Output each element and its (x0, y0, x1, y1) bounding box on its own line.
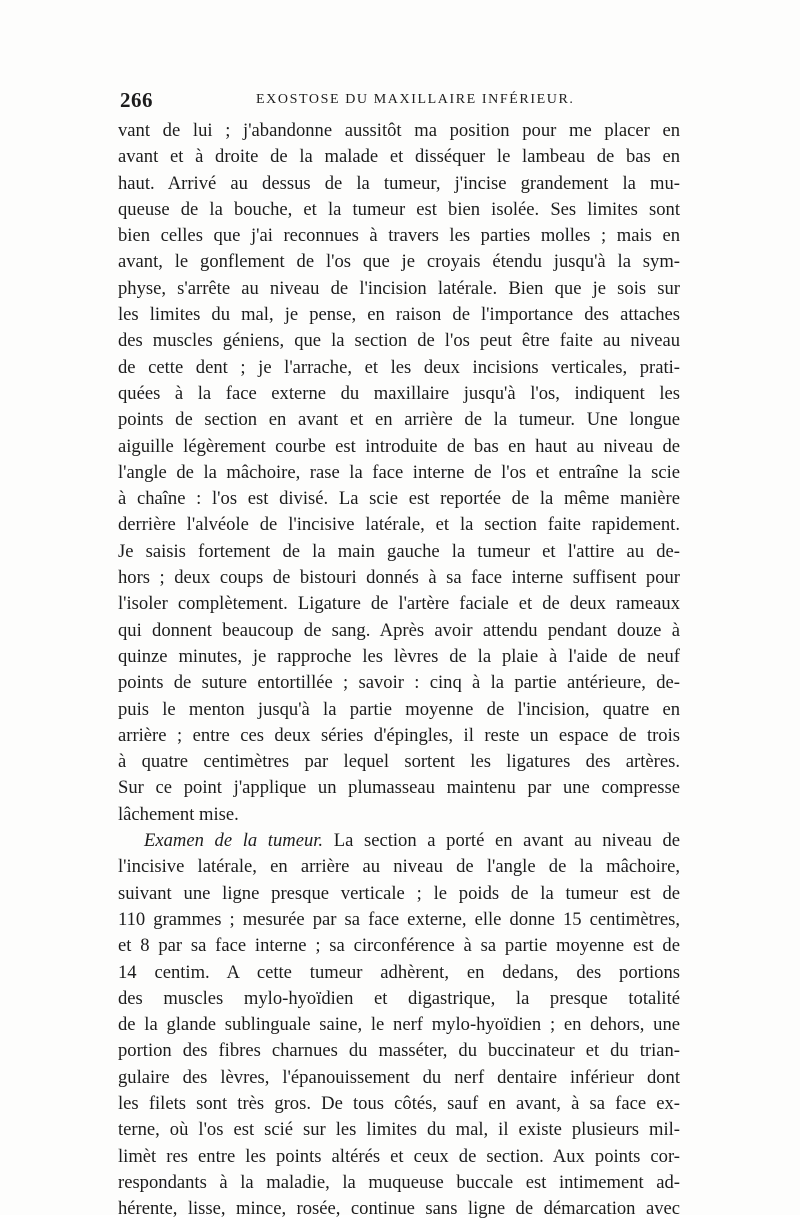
text-line: queuse de la bouche, et la tumeur est bien isolée. Ses limites sont (118, 198, 680, 220)
text-line: à chaîne : l'os est divisé. La scie est reportée de la même manière (118, 488, 680, 510)
text-line: Sur ce point j'applique un plumasseau maintenu par une compresse (118, 777, 680, 799)
text-line: de cette dent ; je l'arrache, et les deux incisions verticales, prati- (118, 356, 680, 378)
text-line: points de section en avant et en arrière de la tumeur. Une longue (118, 409, 680, 431)
body-text (118, 118, 680, 1222)
text-line: gulaire des lèvres, l'épanouissement du nerf dentaire inférieur dont (118, 1066, 680, 1088)
text-line: respondants à la maladie, la muqueuse buccale est intimement ad- (118, 1171, 680, 1193)
text-line: physe, s'arrête au niveau de l'incision latérale. Bien que je sois sur (118, 277, 680, 299)
text-line: vant de lui ; j'abandonne aussitôt ma position pour me placer en (118, 120, 680, 141)
text-line: bien celles que j'ai reconnues à travers les parties molles ; mais en (118, 225, 680, 247)
text-line: arrière ; entre ces deux séries d'épingles, il reste un espace de trois (118, 724, 680, 746)
text-line: 14 centim. A cette tumeur adhèrent, en dedans, des portions (118, 961, 680, 983)
text-line: quées à la face externe du maxillaire jusqu'à l'os, indiquent les (118, 382, 680, 404)
text-line: points de suture entortillée ; savoir : cinq à la partie antérieure, de- (118, 672, 680, 694)
paragraph-2 (118, 828, 680, 1222)
text-line: à quatre centimètres par lequel sortent les ligatures des artères. (118, 751, 680, 773)
text-line: et 8 par sa face interne ; sa circonférence à sa partie moyenne est de (118, 935, 680, 957)
paragraph-2-first-line-text: La section a porté en avant au niveau de (323, 830, 680, 852)
text-line: hérente, lisse, mince, rosée, continue sans ligne de démarcation avec (118, 1198, 680, 1220)
text-line: avant et à droite de la malade et disséquer le lambeau de bas en (118, 146, 680, 168)
text-line: hors ; deux coups de bistouri donnés à sa face interne suffisent pour (118, 567, 680, 589)
text-line: l'isoler complètement. Ligature de l'artère faciale et de deux rameaux (118, 593, 680, 615)
text-line: l'angle de la mâchoire, rase la face interne de l'os et entraîne la scie (118, 461, 680, 483)
text-line: les filets sont très gros. De tous côtés, sauf en avant, à sa face ex- (118, 1092, 680, 1114)
text-line: des muscles mylo-hyoïdien et digastrique, la presque totalité (118, 987, 680, 1009)
paragraph-2-first-line (118, 828, 680, 854)
text-line: 110 grammes ; mesurée par sa face externe, elle donne 15 centimètres, (118, 908, 680, 930)
text-line: qui donnent beaucoup de sang. Après avoir attendu pendant douze à (118, 619, 680, 641)
running-title: EXOSTOSE DU MAXILLAIRE INFÉRIEUR. (256, 92, 575, 107)
page-number: 266 (120, 88, 153, 112)
text-line: l'incisive latérale, en arrière au niveau de l'angle de la mâchoire, (118, 856, 680, 878)
text-line: avant, le gonflement de l'os que je croyais étendu jusqu'à la sym- (118, 251, 680, 273)
text-line: aiguille légèrement courbe est introduite de bas en haut au niveau de (118, 435, 680, 457)
text-line: quinze minutes, je rapproche les lèvres de la plaie à l'aide de neuf (118, 645, 680, 667)
text-line: haut. Arrivé au dessus de la tumeur, j'incise grandement la mu- (118, 172, 680, 194)
text-line: lâchement mise. (118, 803, 239, 825)
text-line: limèt res entre les points altérés et ceux de section. Aux points cor- (118, 1145, 680, 1167)
text-line: derrière l'alvéole de l'incisive latérale, et la section faite rapidement. (118, 514, 680, 536)
text-line: portion des fibres charnues du masséter, du buccinateur et du trian- (118, 1040, 680, 1062)
text-line: puis le menton jusqu'à la partie moyenne de l'incision, quatre en (118, 698, 680, 720)
text-line: des muscles géniens, que la section de l'os peut être faite au niveau (118, 330, 680, 352)
page-header (120, 88, 682, 118)
text-line: de la glande sublinguale saine, le nerf mylo-hyoïdien ; en dehors, une (118, 1014, 680, 1036)
text-line: suivant une ligne presque verticale ; le poids de la tumeur est de (118, 882, 680, 904)
paragraph-1 (118, 118, 680, 828)
paragraph-2-lines (118, 854, 680, 1222)
text-line: terne, où l'os est scié sur les limites du mal, il existe plusieurs mil- (118, 1119, 680, 1141)
section-heading-examen: Examen de la tumeur. (144, 830, 324, 852)
text-line: les limites du mal, je pense, en raison de l'importance des attaches (118, 304, 680, 326)
text-line: Je saisis fortement de la main gauche la tumeur et l'attire au de- (118, 540, 680, 562)
